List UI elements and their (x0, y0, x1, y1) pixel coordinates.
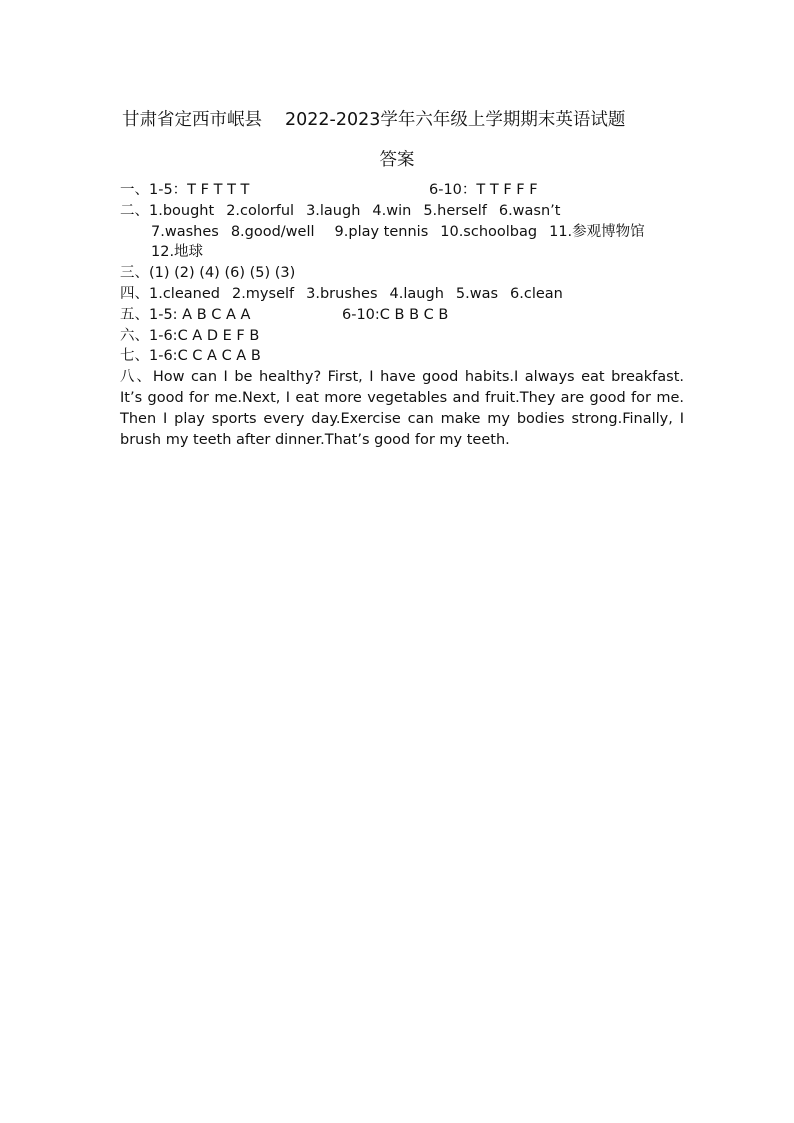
section-label: 一、 (120, 182, 149, 198)
answer-item: 2.colorful (226, 202, 295, 219)
section-3-text: (1) (2) (4) (6) (5) (3) (149, 265, 296, 282)
section-label: 六、 (120, 327, 149, 344)
answer-item: 6.wasn’t (498, 202, 561, 219)
section-label: 三、 (120, 265, 149, 282)
document-title: 2022-2023学年六年级上学期期末英语试题 (285, 110, 626, 130)
answer-item: 10.schoolbag (440, 223, 538, 240)
section-5-part-2: 6-10:C B B C B (342, 306, 449, 323)
answer-item: 12.地球 (151, 244, 204, 261)
answer-item: 6.clean (510, 285, 563, 302)
answer-item: 4.win (372, 202, 412, 219)
answer-list (120, 180, 684, 450)
answer-item: 3.brushes (306, 285, 378, 302)
answer-section-2-cont-2 (120, 242, 684, 263)
section-label: 八、 (120, 369, 153, 386)
answer-section-1 (120, 180, 684, 201)
answer-section-7 (120, 346, 684, 367)
answer-section-8 (120, 367, 684, 450)
answer-item: 7.washes (151, 223, 219, 240)
document-header (122, 106, 682, 132)
section-label: 五、 (120, 306, 149, 323)
answer-item: 5.herself (423, 202, 487, 219)
answer-item: 8.good/well (230, 223, 315, 240)
answer-section-2 (120, 201, 684, 222)
answers-heading: 答案 (379, 150, 415, 170)
answer-section-6 (120, 326, 684, 347)
section-7-text: 1-6:C C A C A B (149, 348, 261, 365)
section-6-text: 1-6:C A D E F B (149, 327, 260, 344)
answer-item: 1.cleaned (149, 285, 220, 302)
section-1-part-1: 1-5：T F T T T (149, 182, 250, 198)
section-5-part-1: 1-5: A B C A A (149, 306, 251, 323)
answer-item: 11.参观博物馆 (549, 223, 645, 240)
answer-item: 9.play tennis (334, 223, 429, 240)
answer-section-2-cont (120, 222, 684, 243)
answer-section-4 (120, 284, 684, 305)
answer-section-5 (120, 305, 684, 326)
answer-item: 5.was (455, 285, 499, 302)
section-label: 七、 (120, 348, 149, 365)
answer-item: 4.laugh (389, 285, 444, 302)
answer-item: 3.laugh (306, 202, 361, 219)
essay-text: How can I be healthy? First, I have good habits.I always eat breakfast. It’s good for me.Next, I eat more vegetables and fruit.They are good for me. Then I play sports every day.Exercise can make my bodies strong.Finally, I brush my teeth after dinner.That’s good for my teeth. (120, 369, 684, 448)
section-label: 二、 (120, 202, 149, 219)
region-label: 甘肃省定西市岷县 (122, 110, 262, 130)
answer-item: 1.bought (149, 202, 215, 219)
answer-item: 2.myself (231, 285, 295, 302)
section-label: 四、 (120, 285, 149, 302)
section-1-part-2: 6-10：T T F F F (429, 182, 538, 198)
answer-section-3 (120, 263, 684, 284)
